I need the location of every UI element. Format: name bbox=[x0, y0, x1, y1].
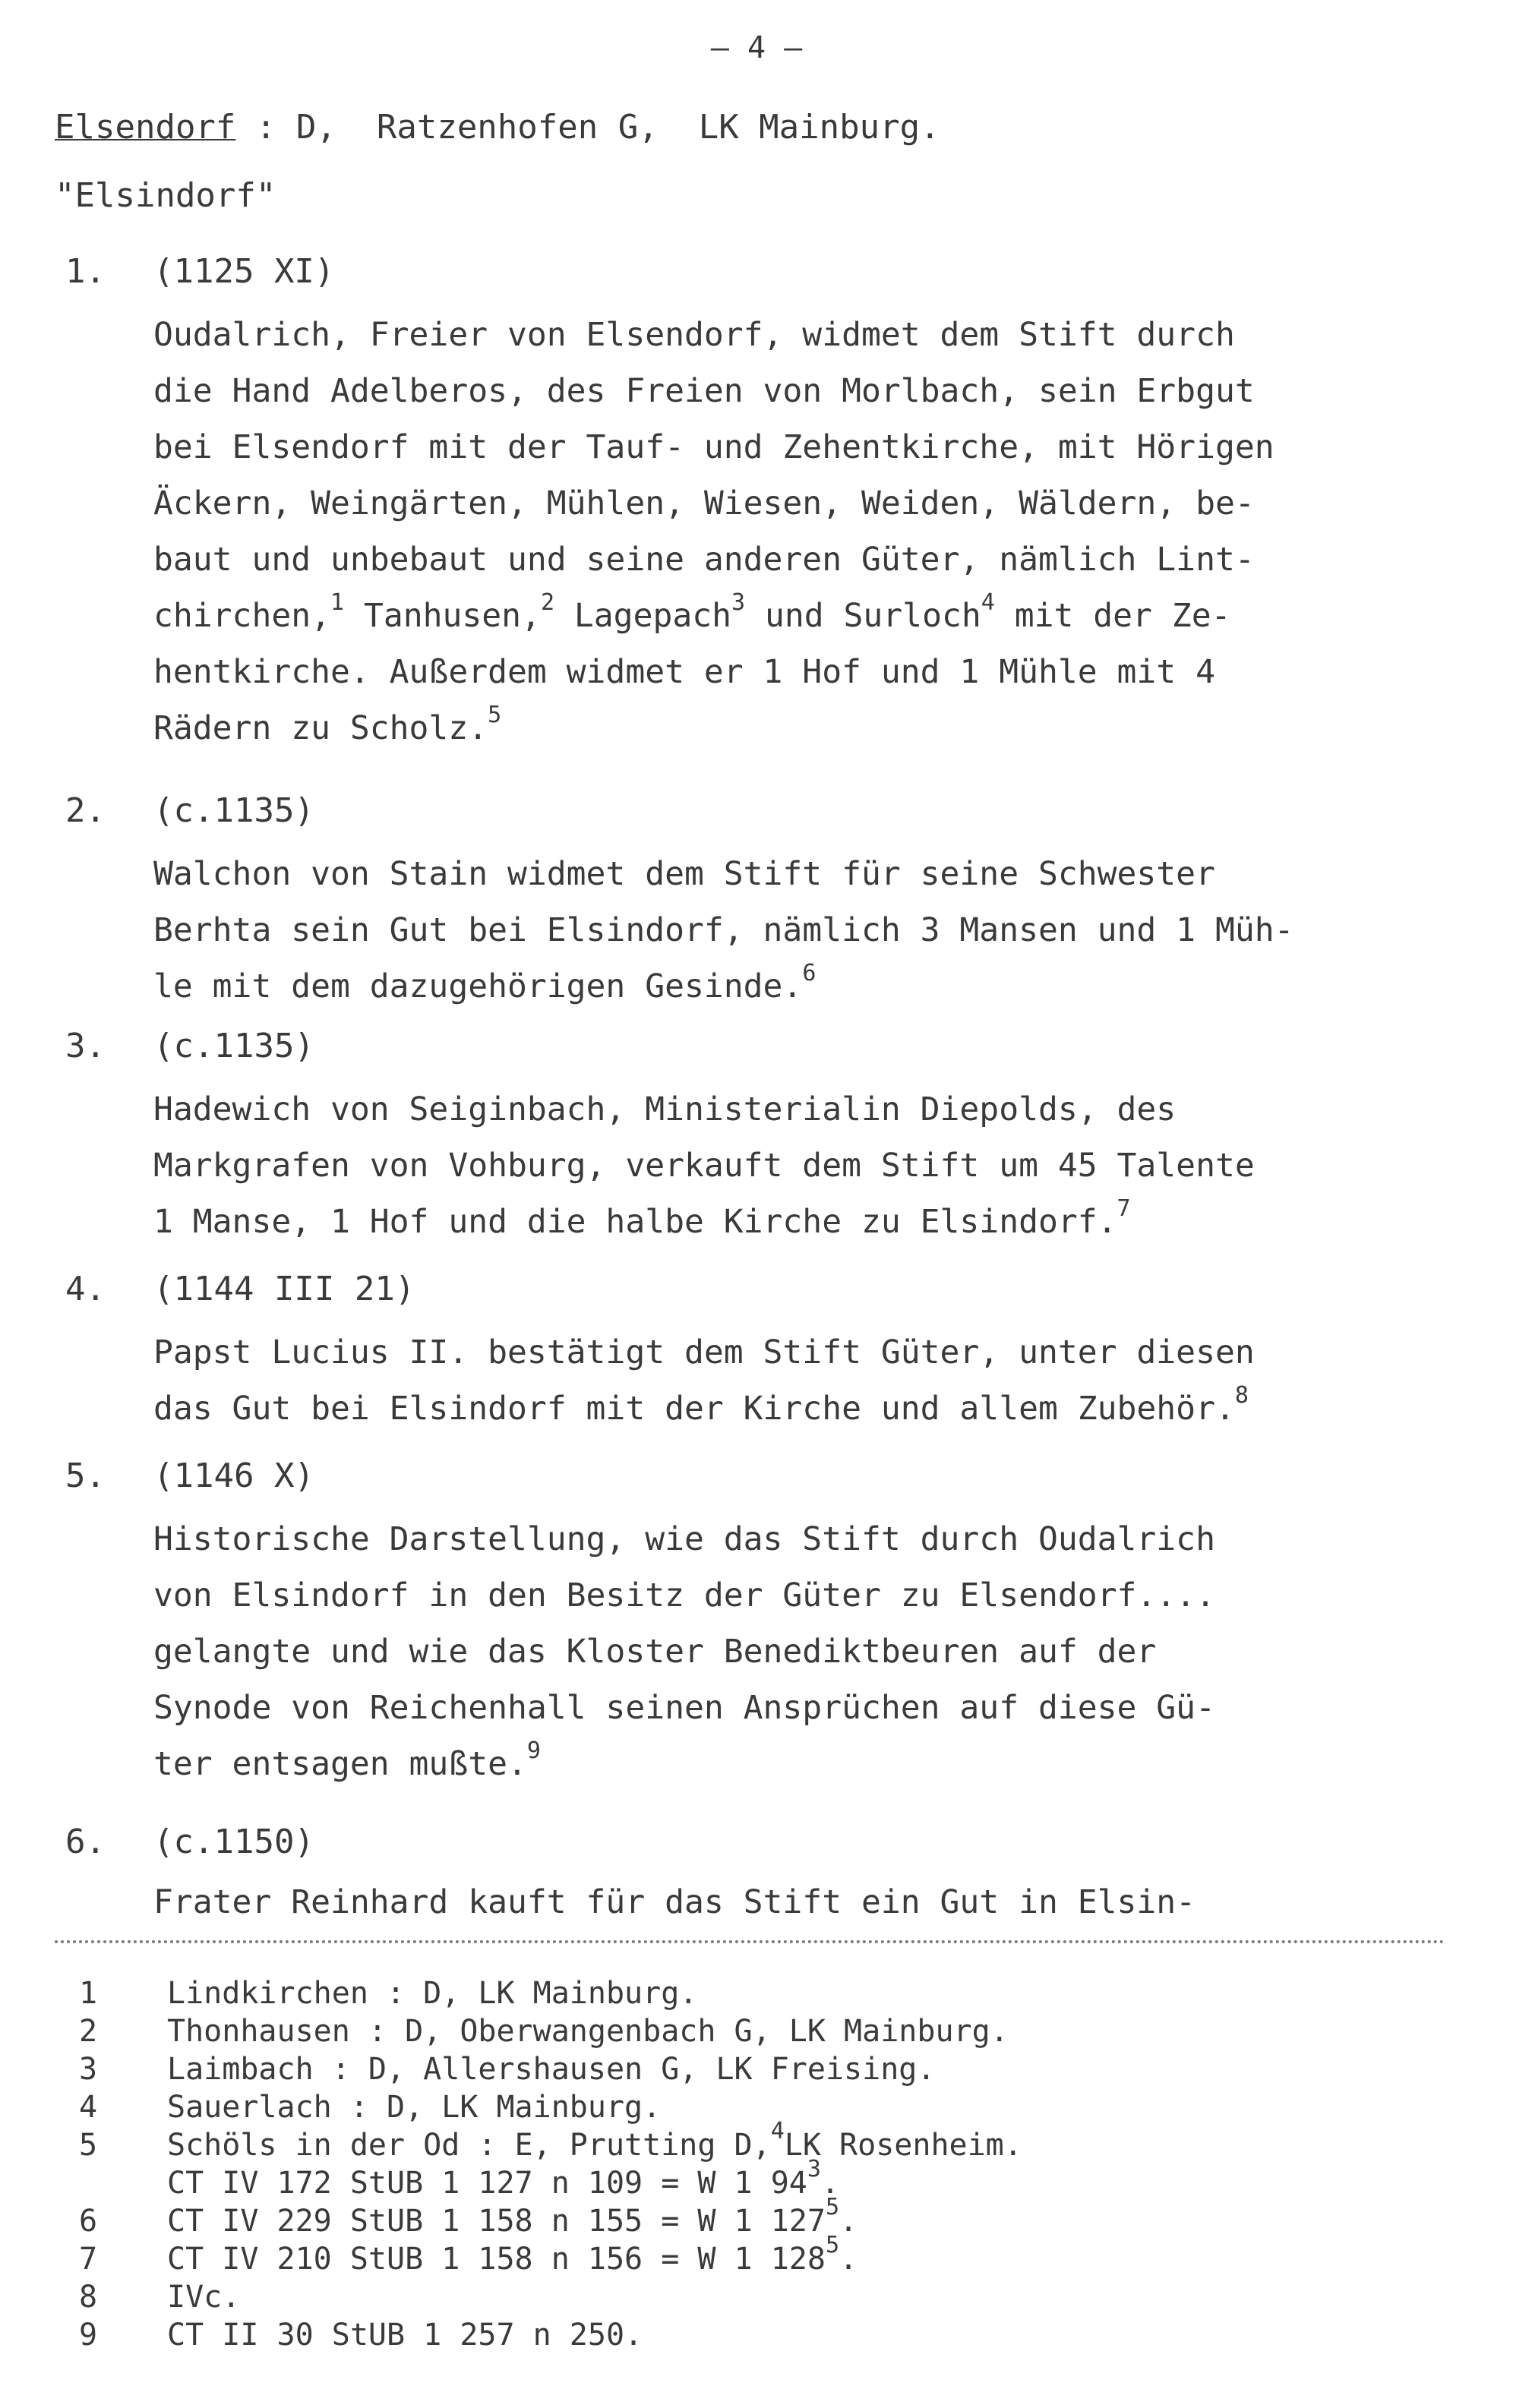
footnote-text bbox=[167, 2232, 858, 2278]
entry-date: (c.1135) bbox=[153, 791, 314, 830]
text-fragment: . bbox=[839, 2204, 858, 2239]
text-fragment: ter entsagen mußte. bbox=[153, 1745, 527, 1783]
entry-number: 2. bbox=[65, 791, 106, 830]
footnote-ref: 9 bbox=[526, 1737, 541, 1764]
text-fragment: chirchen, bbox=[153, 597, 330, 635]
entry-number: 3. bbox=[65, 1027, 106, 1065]
text-fragment: mit der Ze- bbox=[994, 597, 1231, 635]
text-fragment: Tanhusen, bbox=[344, 597, 541, 635]
footnote-text: Laimbach : D, Allershausen G, LK Freising. bbox=[167, 2052, 936, 2087]
text-line bbox=[153, 700, 1505, 756]
text-line: Äckern, Weingärten, Mühlen, Wiesen, Weiden, Wäldern, be- bbox=[153, 484, 1255, 522]
footnote-text: CT II 30 StUB 1 257 n 250. bbox=[167, 2318, 643, 2353]
text-line: hentkirche. Außerdem widmet er 1 Hof und 1 Mühle mit 4 bbox=[153, 653, 1215, 691]
text-line: baut und unbebaut und seine anderen Güter, nämlich Lint- bbox=[153, 541, 1255, 579]
entry-date: (1146 X) bbox=[153, 1456, 314, 1495]
text-fragment: CT IV 172 StUB 1 127 n 109 = W 1 94 bbox=[167, 2166, 807, 2201]
text-line: Walchon von Stain widmet dem Stift für seine Schwester bbox=[153, 855, 1215, 893]
footnote-text: Sauerlach : D, LK Mainburg. bbox=[167, 2090, 662, 2125]
text-line: gelangte und wie das Kloster Benediktbeuren auf der bbox=[153, 1633, 1157, 1671]
footnote bbox=[61, 2194, 1458, 2240]
footnote-number: 7 bbox=[79, 2242, 98, 2277]
footnote-text bbox=[167, 2194, 858, 2240]
footnote-separator bbox=[55, 1940, 1445, 1943]
footnote-ref: 2 bbox=[540, 589, 555, 616]
text-line: Hadewich von Seiginbach, Ministerialin Diepolds, des bbox=[153, 1090, 1177, 1128]
footnote-ref: 8 bbox=[1234, 1382, 1249, 1409]
text-line: Historische Darstellung, wie das Stift durch Oudalrich bbox=[153, 1520, 1215, 1558]
text-line: Oudalrich, Freier von Elsendorf, widmet dem Stift durch bbox=[153, 316, 1235, 354]
text-fragment: das Gut bei Elsindorf mit der Kirche und allem Zubehör. bbox=[153, 1390, 1235, 1428]
text-fragment: . bbox=[820, 2166, 840, 2201]
text-fragment: Schöls in der Od : E, Prutting D, bbox=[167, 2128, 771, 2163]
page-number: – 4 – bbox=[710, 30, 803, 65]
text-fragment: CT IV 229 StUB 1 158 n 155 = W 1 127 bbox=[167, 2204, 826, 2239]
entry-text bbox=[153, 846, 1505, 1015]
entry-text bbox=[153, 307, 1505, 756]
text-line bbox=[153, 588, 1505, 644]
text-fragment: CT IV 210 StUB 1 158 n 156 = W 1 128 bbox=[167, 2242, 826, 2277]
entry-date: (c.1135) bbox=[153, 1027, 314, 1065]
text-fragment: LK Rosenheim. bbox=[784, 2128, 1022, 2163]
footnote-text: Thonhausen : D, Oberwangenbach G, LK Mainburg. bbox=[167, 2014, 1009, 2049]
footnote bbox=[61, 2088, 1458, 2126]
text-line: Frater Reinhard kauft für das Stift ein Gut in Elsin- bbox=[153, 1883, 1196, 1921]
entry-text bbox=[153, 1874, 1505, 1930]
entry-date: (c.1150) bbox=[153, 1823, 314, 1861]
footnote-number: 6 bbox=[79, 2204, 98, 2239]
text-fragment: 1 Manse, 1 Hof und die halbe Kirche zu Elsindorf. bbox=[153, 1203, 1117, 1241]
text-line bbox=[153, 1194, 1505, 1250]
entry-text bbox=[153, 1511, 1505, 1792]
footnote-number: 3 bbox=[79, 2052, 98, 2087]
heading-line bbox=[55, 108, 940, 147]
text-fragment: und Surloch bbox=[745, 597, 981, 635]
footnote-number: 5 bbox=[79, 2128, 98, 2163]
text-line: bei Elsendorf mit der Tauf- und Zehentkirche, mit Hörigen bbox=[153, 428, 1275, 466]
footnote-number: 2 bbox=[79, 2014, 98, 2049]
footnote-ref: 4 bbox=[981, 589, 995, 616]
text-fragment: le mit dem dazugehörigen Gesinde. bbox=[153, 967, 803, 1005]
footnote-number: 1 bbox=[79, 1976, 98, 2011]
footnote bbox=[61, 2118, 1458, 2164]
footnote-text bbox=[167, 2156, 840, 2202]
footnote bbox=[61, 2316, 1458, 2354]
heading-rest: : D, Ratzenhofen G, LK Mainburg. bbox=[235, 108, 940, 147]
footnote-number: 4 bbox=[79, 2090, 98, 2125]
text-fragment: . bbox=[839, 2242, 858, 2277]
footnote bbox=[61, 2156, 1458, 2202]
entry-text bbox=[153, 1081, 1505, 1250]
text-line: Synode von Reichenhall seinen Ansprüchen auf diese Gü- bbox=[153, 1689, 1215, 1727]
entry-date: (1125 XI) bbox=[153, 252, 335, 291]
footnote-sup: 5 bbox=[825, 2194, 840, 2220]
footnotes bbox=[61, 1974, 1458, 2354]
footnote-ref: 3 bbox=[731, 589, 746, 616]
text-line: Markgrafen von Vohburg, verkauft dem Stift um 45 Talente bbox=[153, 1147, 1255, 1185]
text-line: von Elsindorf in den Besitz der Güter zu Elsendorf.... bbox=[153, 1576, 1215, 1614]
entry-number: 1. bbox=[65, 252, 106, 291]
text-line: die Hand Adelberos, des Freien von Morlbach, sein Erbgut bbox=[153, 372, 1255, 410]
footnote-sup: 3 bbox=[807, 2156, 821, 2182]
entry-number: 4. bbox=[65, 1270, 106, 1308]
footnote-text: Lindkirchen : D, LK Mainburg. bbox=[167, 1976, 698, 2011]
footnote bbox=[61, 2012, 1458, 2050]
alt-name: "Elsindorf" bbox=[55, 176, 276, 215]
text-line: Berhta sein Gut bei Elsindorf, nämlich 3 Mansen und 1 Müh- bbox=[153, 911, 1294, 949]
footnote bbox=[61, 2050, 1458, 2088]
footnote bbox=[61, 1974, 1458, 2012]
footnote-sup: 4 bbox=[770, 2118, 785, 2144]
text-line bbox=[153, 958, 1505, 1015]
footnote-ref: 1 bbox=[330, 589, 345, 616]
footnote-ref: 6 bbox=[802, 960, 817, 986]
footnote-ref: 5 bbox=[488, 702, 502, 728]
text-fragment: Lagepach bbox=[554, 597, 732, 635]
text-line bbox=[153, 1736, 1505, 1792]
text-line: Papst Lucius II. bestätigt dem Stift Güter, unter diesen bbox=[153, 1333, 1255, 1371]
footnote-text bbox=[167, 2118, 1022, 2164]
text-fragment: Rädern zu Scholz. bbox=[153, 709, 488, 747]
footnote-number: 8 bbox=[79, 2280, 98, 2315]
footnote bbox=[61, 2232, 1458, 2278]
footnote-number: 9 bbox=[79, 2318, 98, 2353]
footnote-ref: 7 bbox=[1117, 1195, 1131, 1222]
entry-number: 5. bbox=[65, 1456, 106, 1495]
footnote bbox=[61, 2278, 1458, 2316]
footnote-sup: 5 bbox=[825, 2232, 840, 2258]
heading-place: Elsendorf bbox=[55, 108, 236, 147]
entry-text bbox=[153, 1324, 1505, 1437]
text-line bbox=[153, 1381, 1505, 1437]
entry-date: (1144 III 21) bbox=[153, 1270, 415, 1308]
footnote-text: IVc. bbox=[167, 2280, 241, 2315]
entry-number: 6. bbox=[65, 1823, 106, 1861]
